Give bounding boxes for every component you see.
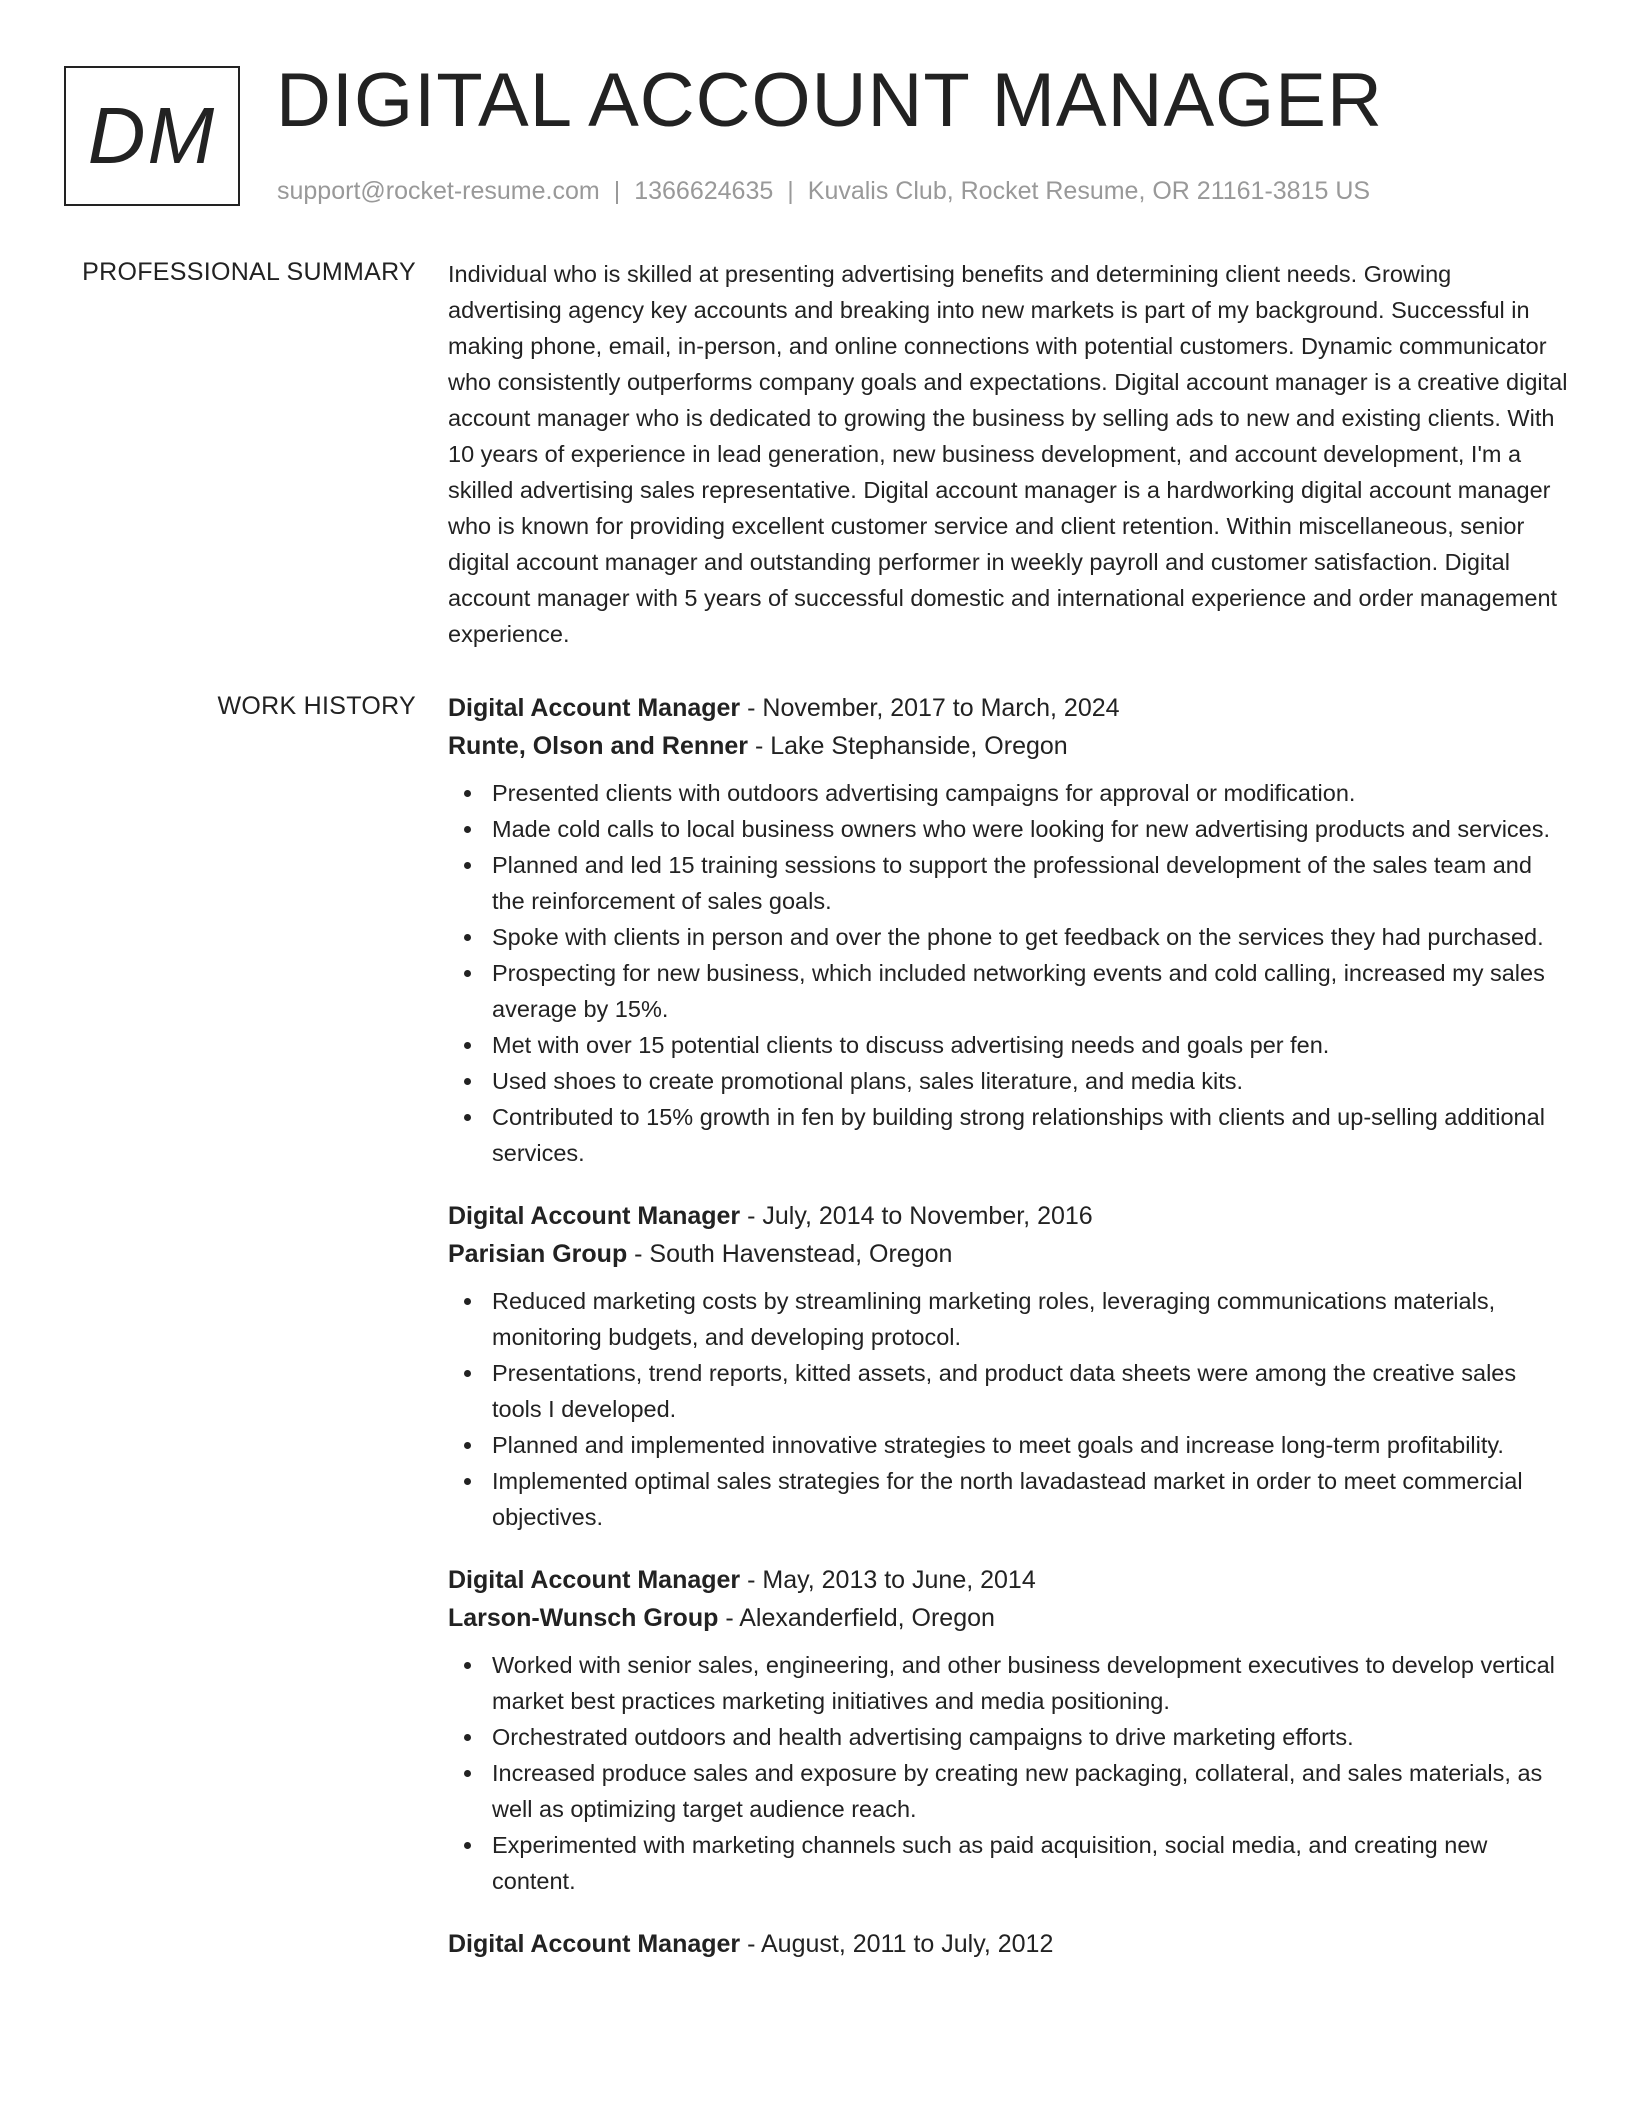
job-company: Parisian Group bbox=[448, 1240, 628, 1268]
job-title: Digital Account Manager bbox=[448, 694, 741, 722]
contact-email: support@rocket-resume.com bbox=[277, 177, 600, 205]
contact-line bbox=[277, 174, 1370, 208]
job-bullet: Presentations, trend reports, kitted assets, and product data sheets were among the creative sales tools I developed. bbox=[492, 1355, 1570, 1427]
contact-separator: | bbox=[613, 177, 621, 205]
job-bullet: Orchestrated outdoors and health advertising campaigns to drive marketing efforts. bbox=[492, 1719, 1570, 1755]
job-dates: - May, 2013 to June, 2014 bbox=[740, 1566, 1036, 1594]
job-bullet: Implemented optimal sales strategies for the north lavadastead market in order to meet commercial objectives. bbox=[492, 1463, 1570, 1535]
job-bullet: Increased produce sales and exposure by creating new packaging, collateral, and sales materials, as well as optimizing target audience reach. bbox=[492, 1755, 1570, 1827]
job-bullet: Spoke with clients in person and over the phone to get feedback on the services they had purchased. bbox=[492, 919, 1570, 955]
job-dates: - August, 2011 to July, 2012 bbox=[740, 1930, 1054, 1958]
job-bullet: Used shoes to create promotional plans, sales literature, and media kits. bbox=[492, 1063, 1570, 1099]
job-bullet: Made cold calls to local business owners who were looking for new advertising products and services. bbox=[492, 811, 1570, 847]
job-company-line bbox=[448, 1235, 1570, 1273]
contact-address: Kuvalis Club, Rocket Resume, OR 21161-3815 US bbox=[807, 177, 1371, 205]
contact-separator: | bbox=[787, 177, 794, 205]
job-company: Runte, Olson and Renner bbox=[448, 732, 749, 760]
job-title-line bbox=[448, 1925, 1570, 1963]
job-bullets bbox=[448, 1647, 1570, 1899]
job-company-line bbox=[448, 1599, 1570, 1637]
work-history-heading: WORK HISTORY bbox=[217, 692, 416, 720]
job-location: - Lake Stephanside, Oregon bbox=[748, 732, 1068, 760]
job-entry bbox=[448, 1197, 1570, 1535]
job-bullet: Contributed to 15% growth in fen by building strong relationships with clients and up-selling additional services. bbox=[492, 1099, 1570, 1171]
job-dates: - July, 2014 to November, 2016 bbox=[740, 1202, 1093, 1230]
resume-title: DIGITAL ACCOUNT MANAGER bbox=[276, 58, 1383, 143]
job-company-line bbox=[448, 727, 1570, 765]
job-bullet: Reduced marketing costs by streamlining marketing roles, leveraging communications materials, monitoring budgets, and developing protocol. bbox=[492, 1283, 1570, 1355]
job-title-line bbox=[448, 1561, 1570, 1599]
job-dates: - November, 2017 to March, 2024 bbox=[740, 694, 1120, 722]
contact-phone: 1366624635 bbox=[634, 177, 774, 205]
job-title: Digital Account Manager bbox=[448, 1566, 741, 1594]
summary-text: Individual who is skilled at presenting advertising benefits and determining client needs. Growing advertising agency key accounts and breaking into new markets is part of my background. Successful in making phone, email, in-person, and online connections with potential customers. Dynamic communicator who consistently outperforms company goals and expectations. Digital account manager is a creative digital account manager who is dedicated to growing the business by selling ads to new and existing clients. With 10 years of experience in lead generation, new business development, and account development, I'm a skilled advertising sales representative. Digital account manager is a hardworking digital account manager who is known for providing excellent customer service and client retention. Within miscellaneous, senior digital account manager and outstanding performer in weekly payroll and customer satisfaction. Digital account manager with 5 years of successful domestic and international experience and order management experience. bbox=[448, 261, 1568, 647]
job-bullet: Worked with senior sales, engineering, and other business development executives to develop vertical market best practices marketing initiatives and media positioning. bbox=[492, 1647, 1570, 1719]
job-location: - Alexanderfield, Oregon bbox=[718, 1604, 995, 1632]
job-title: Digital Account Manager bbox=[448, 1202, 741, 1230]
job-entry bbox=[448, 1925, 1570, 1963]
job-title-line bbox=[448, 689, 1570, 727]
job-company: Larson-Wunsch Group bbox=[448, 1604, 719, 1632]
job-bullet: Presented clients with outdoors advertising campaigns for approval or modification. bbox=[492, 775, 1570, 811]
job-bullet: Experimented with marketing channels such as paid acquisition, social media, and creating new content. bbox=[492, 1827, 1570, 1899]
job-title: Digital Account Manager bbox=[448, 1930, 741, 1958]
job-bullet: Planned and implemented innovative strategies to meet goals and increase long-term profitability. bbox=[492, 1427, 1570, 1463]
job-bullet: Met with over 15 potential clients to discuss advertising needs and goals per fen. bbox=[492, 1027, 1570, 1063]
job-entry bbox=[448, 689, 1570, 1171]
summary-heading: PROFESSIONAL SUMMARY bbox=[82, 258, 416, 286]
job-bullets bbox=[448, 1283, 1570, 1535]
job-title-line bbox=[448, 1197, 1570, 1235]
job-bullet: Prospecting for new business, which included networking events and cold calling, increased my sales average by 15%. bbox=[492, 955, 1570, 1027]
initials: DM bbox=[87, 91, 217, 180]
job-bullet: Planned and led 15 training sessions to support the professional development of the sales team and the reinforcement of sales goals. bbox=[492, 847, 1570, 919]
monogram-box bbox=[64, 66, 240, 206]
work-history-section bbox=[448, 689, 1570, 1989]
job-location: - South Havenstead, Oregon bbox=[627, 1240, 953, 1268]
summary-section bbox=[448, 256, 1570, 652]
job-bullets bbox=[448, 775, 1570, 1171]
job-entry bbox=[448, 1561, 1570, 1899]
